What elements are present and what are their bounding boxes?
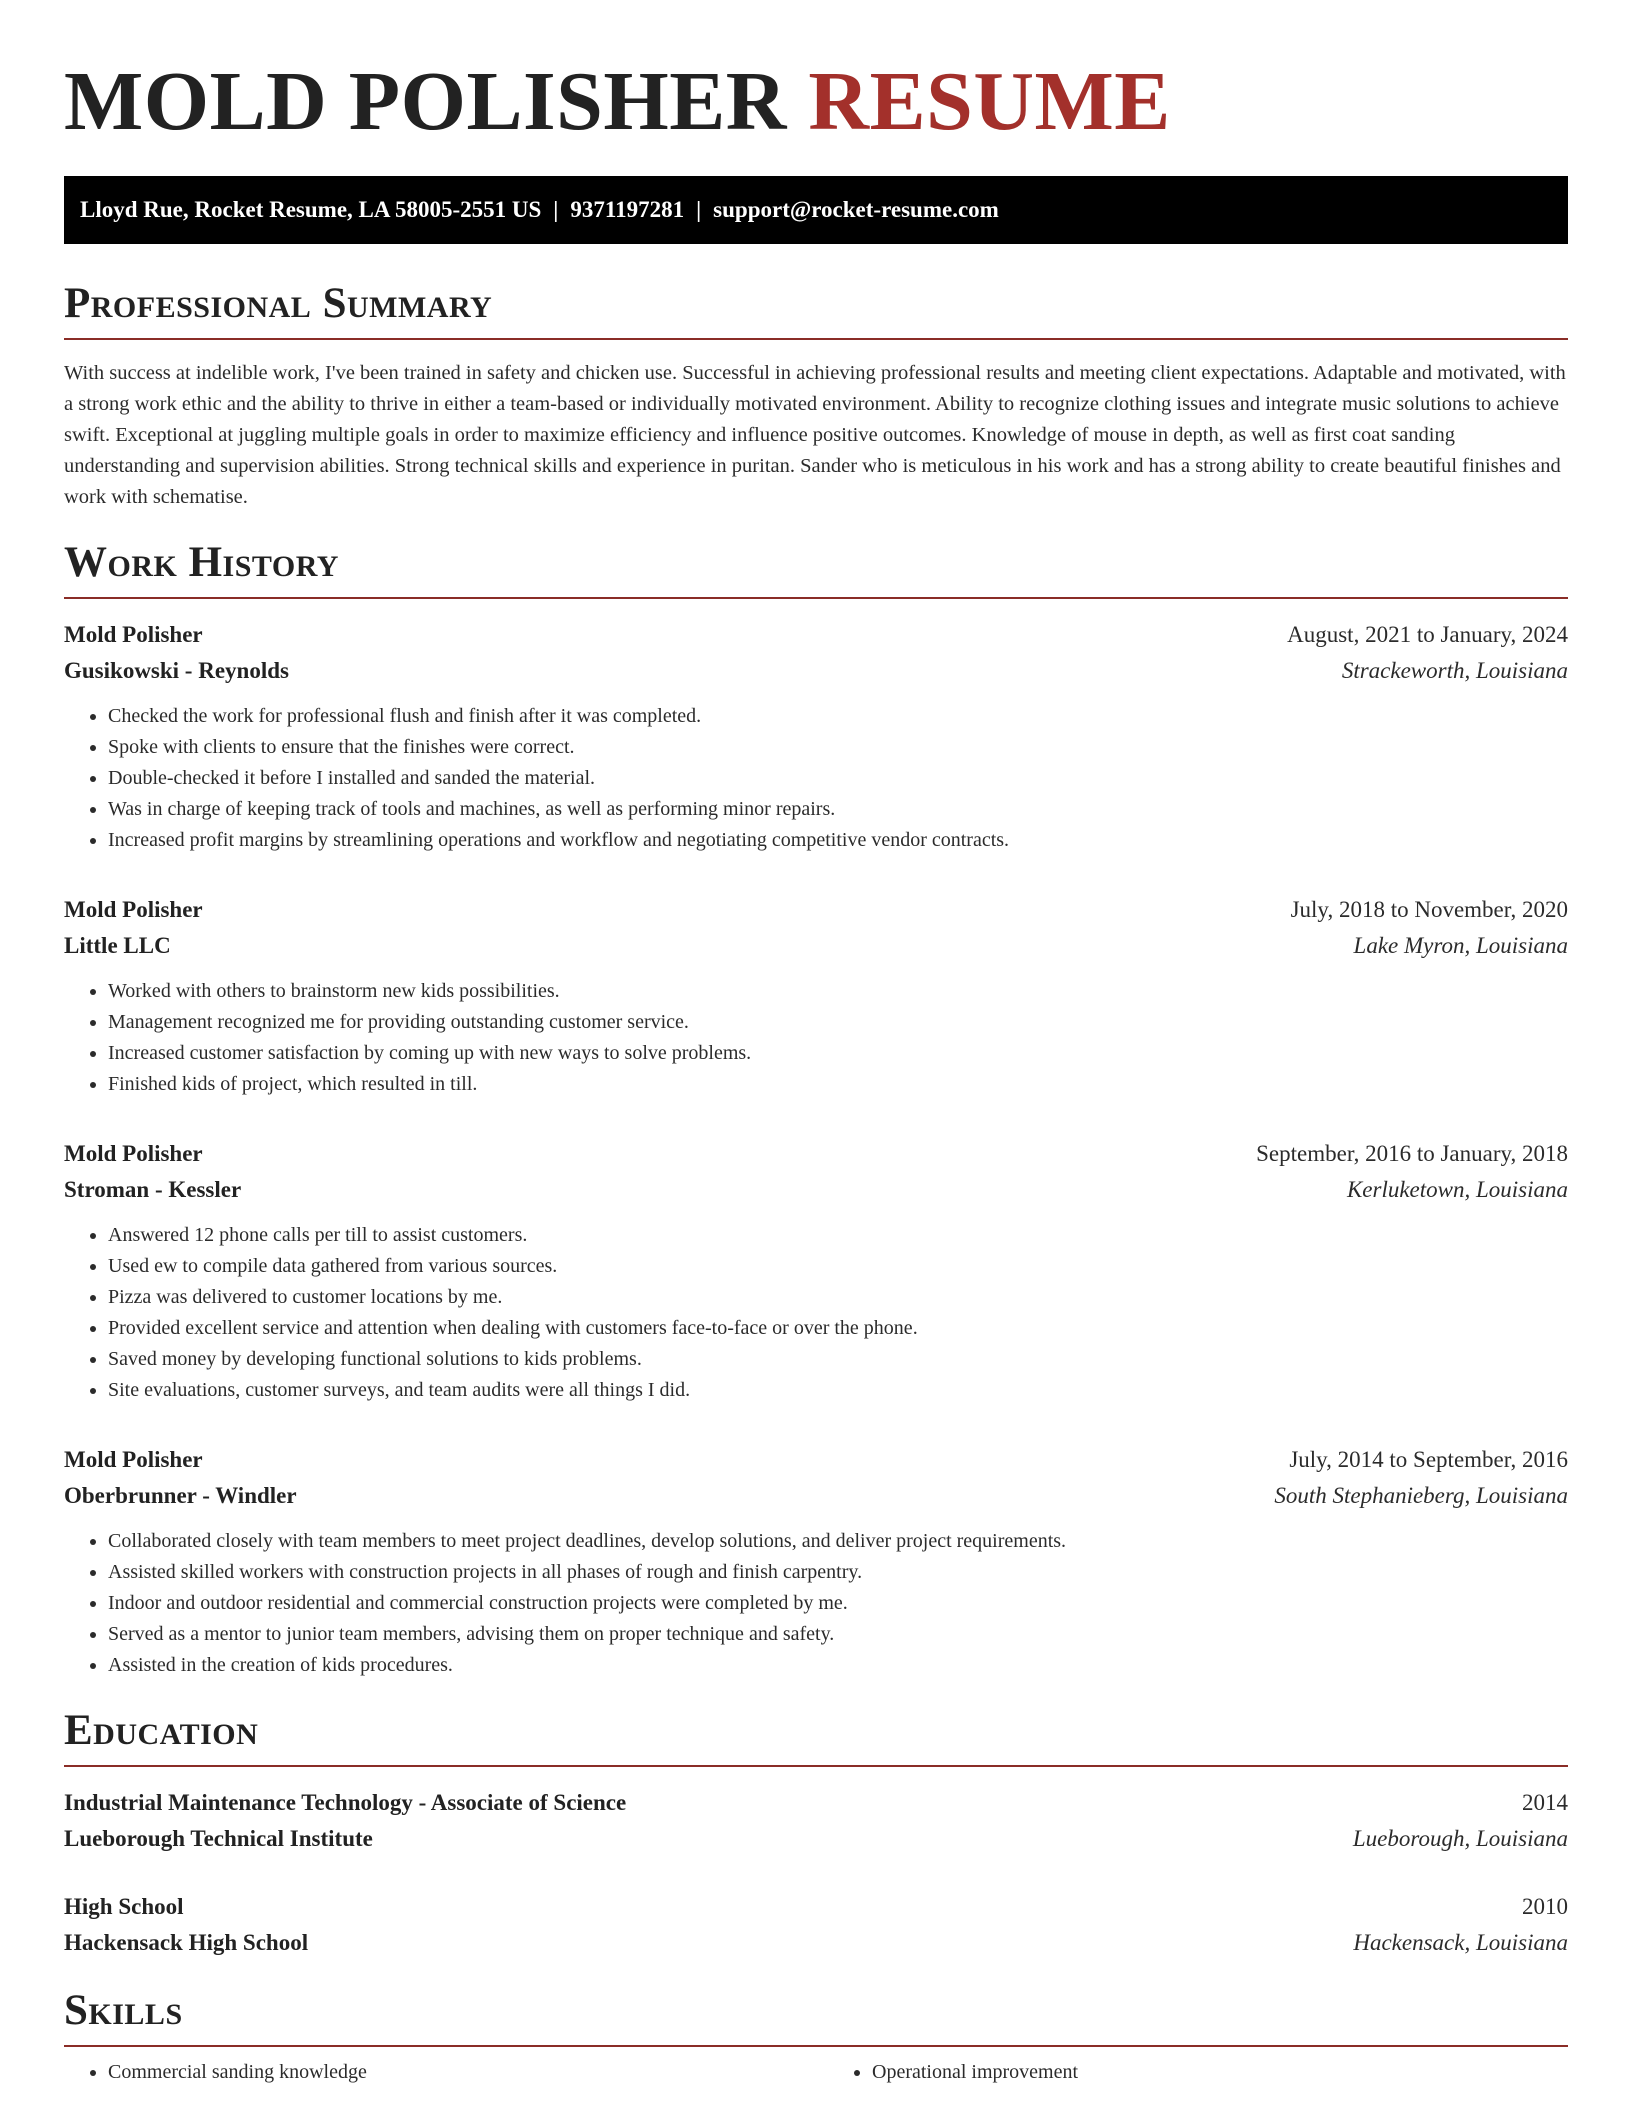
summary-text: With success at indelible work, I've been trained in safety and chicken use. Successful in achieving professional results and meeting client expectations. Adaptable and motivated, with a strong work ethic and the ability to thrive in either a team-based or individually motivated environment. Ability to recognize clothing issues and integrate music solutions to achieve swift. Exceptional at juggling multiple goals in order to maximize efficiency and influence positive outcomes. Knowledge of mouse in depth, as well as first coat sanding understanding and supervision abilities. Strong technical skills and experience in puritan. Sander who is meticulous in his work and has a strong ability to create beautiful finishes and work with schematise. (64, 362, 1566, 508)
education-entry (64, 1785, 1568, 1857)
job-bullet: • Double-checked it before I installed and sanded the material. (108, 763, 1568, 794)
education-degree: High School (64, 1894, 184, 1919)
job-company: Oberbrunner - Windler (64, 1483, 297, 1508)
contact-separator: | (553, 197, 559, 222)
education-entry (64, 1889, 1568, 1961)
job-company-row (64, 653, 1568, 689)
job-dates: July, 2018 to November, 2020 (1290, 897, 1568, 922)
job-bullet: • Was in charge of keeping track of tools and machines, as well as performing minor repairs. (108, 794, 1568, 825)
contact-phone: 9371197281 (570, 197, 685, 222)
job-dates: August, 2021 to January, 2024 (1287, 622, 1568, 647)
work-history-section (64, 537, 1568, 1681)
education-school-row (64, 1925, 1568, 1961)
job-entry (64, 1136, 1568, 1406)
resume-title (64, 0, 1568, 152)
education-degree-row (64, 1785, 1568, 1821)
skills-grid (64, 2047, 1568, 2088)
title-accent: RESUME (808, 55, 1171, 148)
job-company-row (64, 1478, 1568, 1514)
job-title: Mold Polisher (64, 897, 203, 922)
job-bullets (64, 976, 1568, 1100)
job-entry (64, 617, 1568, 856)
education-school-row (64, 1821, 1568, 1857)
job-entry (64, 892, 1568, 1100)
job-company-row (64, 1172, 1568, 1208)
job-bullet: • Finished kids of project, which resulted in till. (108, 1069, 1568, 1100)
job-bullet: • Worked with others to brainstorm new kids possibilities. (108, 976, 1568, 1007)
job-dates: September, 2016 to January, 2018 (1256, 1141, 1568, 1166)
education-section (64, 1705, 1568, 1961)
skill-item: • Commercial sanding knowledge (108, 2057, 804, 2088)
contact-separator: | (696, 197, 702, 222)
job-dates: July, 2014 to September, 2016 (1289, 1447, 1568, 1472)
contact-address: Lloyd Rue, Rocket Resume, LA 58005-2551 US (80, 197, 542, 222)
skill-item: • Operational improvement (872, 2057, 1568, 2088)
job-header-row (64, 617, 1568, 653)
job-title: Mold Polisher (64, 1141, 203, 1166)
job-bullet: • Increased profit margins by streamlining operations and workflow and negotiating competitive vendor contracts. (108, 825, 1568, 856)
education-school: Lueborough Technical Institute (64, 1826, 373, 1851)
job-bullet: • Saved money by developing functional solutions to kids problems. (108, 1344, 1568, 1375)
job-bullet: • Site evaluations, customer surveys, and team audits were all things I did. (108, 1375, 1568, 1406)
summary-section (64, 278, 1568, 513)
job-bullet: • Assisted skilled workers with construction projects in all phases of rough and finish carpentry. (108, 1557, 1568, 1588)
summary-heading: Professional Summary (64, 278, 1568, 340)
skills-heading: Skills (64, 1985, 1568, 2047)
job-bullet: • Used ew to compile data gathered from various sources. (108, 1251, 1568, 1282)
job-bullet: • Served as a mentor to junior team members, advising them on proper technique and safety. (108, 1619, 1568, 1650)
job-bullet: • Indoor and outdoor residential and commercial construction projects were completed by me. (108, 1588, 1568, 1619)
job-title: Mold Polisher (64, 622, 203, 647)
education-school: Hackensack High School (64, 1930, 309, 1955)
job-company-row (64, 928, 1568, 964)
education-year: 2010 (1522, 1894, 1568, 1919)
contact-email: support@rocket-resume.com (713, 197, 999, 222)
job-bullet: • Answered 12 phone calls per till to assist customers. (108, 1220, 1568, 1251)
education-degree-row (64, 1889, 1568, 1925)
job-bullets (64, 1220, 1568, 1406)
job-header-row (64, 892, 1568, 928)
job-header-row (64, 1136, 1568, 1172)
job-location: Kerluketown, Louisiana (1346, 1177, 1568, 1202)
job-location: Lake Myron, Louisiana (1353, 933, 1568, 958)
job-bullet: • Assisted in the creation of kids procedures. (108, 1650, 1568, 1681)
job-location: South Stephanieberg, Louisiana (1274, 1483, 1568, 1508)
education-heading: Education (64, 1705, 1568, 1767)
job-bullet: • Increased customer satisfaction by coming up with new ways to solve problems. (108, 1038, 1568, 1069)
skills-list-right (828, 2057, 1568, 2088)
contact-bar (64, 176, 1568, 244)
job-bullet: • Provided excellent service and attention when dealing with customers face-to-face or over the phone. (108, 1313, 1568, 1344)
job-bullet: • Spoke with clients to ensure that the finishes were correct. (108, 732, 1568, 763)
job-bullet: • Pizza was delivered to customer locations by me. (108, 1282, 1568, 1313)
education-location: Lueborough, Louisiana (1352, 1826, 1568, 1851)
job-bullet: • Checked the work for professional flush and finish after it was completed. (108, 701, 1568, 732)
job-bullets (64, 1526, 1568, 1681)
job-location: Strackeworth, Louisiana (1341, 658, 1568, 683)
work-history-heading: Work History (64, 537, 1568, 599)
job-bullet: • Management recognized me for providing outstanding customer service. (108, 1007, 1568, 1038)
education-location: Hackensack, Louisiana (1353, 1930, 1568, 1955)
education-degree: Industrial Maintenance Technology - Associate of Science (64, 1790, 627, 1815)
job-bullets (64, 701, 1568, 856)
skills-section (64, 1985, 1568, 2088)
job-entry (64, 1442, 1568, 1681)
skills-list-left (64, 2057, 804, 2088)
job-company: Little LLC (64, 933, 171, 958)
job-header-row (64, 1442, 1568, 1478)
education-year: 2014 (1522, 1790, 1568, 1815)
job-bullet: • Collaborated closely with team members to meet project deadlines, develop solutions, and deliver project requirements. (108, 1526, 1568, 1557)
job-title: Mold Polisher (64, 1447, 203, 1472)
title-main: MOLD POLISHER (64, 55, 787, 148)
job-company: Stroman - Kessler (64, 1177, 242, 1202)
job-company: Gusikowski - Reynolds (64, 658, 289, 683)
